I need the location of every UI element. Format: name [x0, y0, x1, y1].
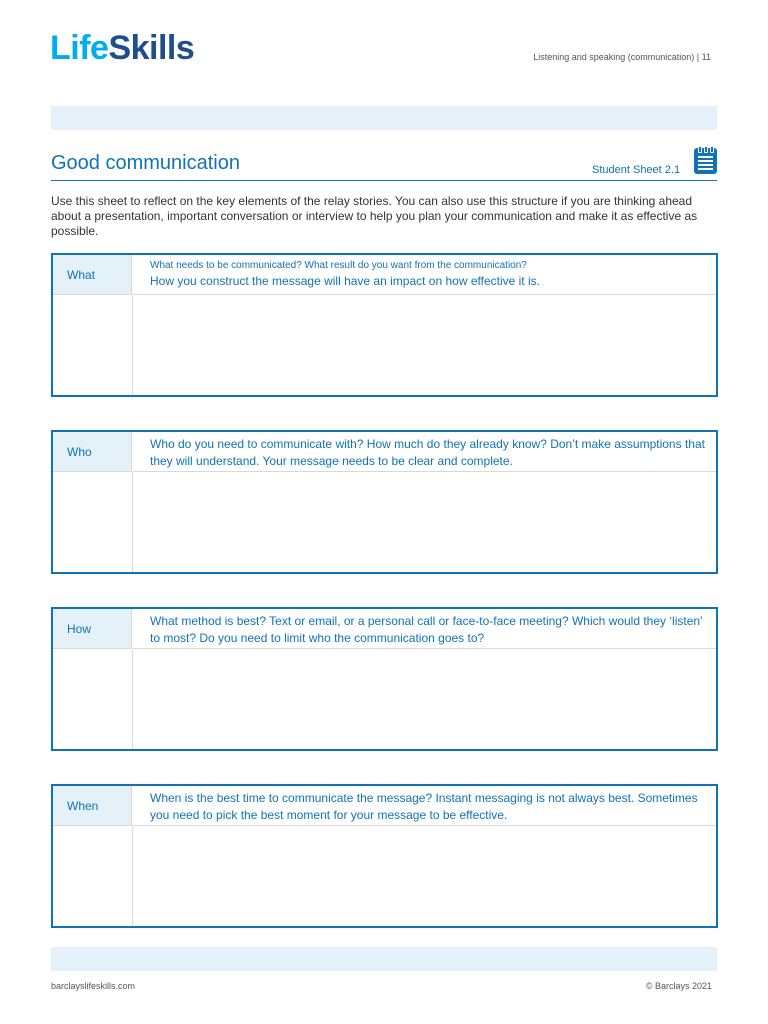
logo-text-life: Life	[50, 29, 109, 67]
notepad-icon	[694, 148, 717, 174]
section-prompt-text: Who do you need to communicate with? How much do they already know? Don’t make assumptions that they will understand. Your message needs to be clear and complete.	[150, 437, 705, 468]
section-prompt	[133, 255, 716, 295]
section-prompt	[133, 786, 716, 826]
lifeskills-logo	[50, 28, 194, 68]
answer-area-what[interactable]	[133, 296, 716, 395]
header-band	[51, 106, 717, 130]
section-how	[51, 607, 718, 751]
section-label: What	[53, 255, 132, 295]
sheet-label: Student Sheet 2.1	[592, 164, 681, 176]
section-who	[51, 430, 718, 574]
section-prompt-text: What method is best? Text or email, or a personal call or face-to-face meeting? Which would they ‘listen’ to most? Do you need to limit who the communication goes to?	[150, 614, 703, 645]
section-when	[51, 784, 718, 928]
answer-area-who[interactable]	[133, 473, 716, 572]
answer-area-how[interactable]	[133, 650, 716, 749]
logo-text-skills: Skills	[108, 29, 195, 67]
footer-website: barclayslifeskills.com	[51, 981, 136, 991]
footer-band	[51, 947, 717, 971]
section-label: How	[53, 609, 132, 649]
footer-copyright: © Barclays 2021	[645, 981, 712, 991]
title-rule	[51, 180, 717, 181]
section-prompt-question: What needs to be communicated? What result do you want from the communication?	[150, 260, 527, 271]
answer-area-when[interactable]	[133, 827, 716, 926]
section-prompt-text: How you construct the message will have an impact on how effective it is.	[150, 274, 540, 288]
intro-text: Use this sheet to reflect on the key elements of the relay stories. You can also use this structure if you are thinking ahead about a presentation, important conversation or interview to help you plan your communication and make it as effective as possible.	[51, 194, 698, 238]
section-prompt-text: When is the best time to communicate the message? Instant messaging is not always best. Sometimes you need to pick the best moment for your message to be effective.	[150, 791, 698, 822]
section-label: When	[53, 786, 132, 826]
page-title: Good communication	[51, 152, 240, 174]
section-prompt	[133, 432, 716, 472]
section-what	[51, 253, 718, 397]
page-header-meta: Listening and speaking (communication) | 11	[533, 52, 711, 62]
section-prompt	[133, 609, 716, 649]
section-label: Who	[53, 432, 132, 472]
